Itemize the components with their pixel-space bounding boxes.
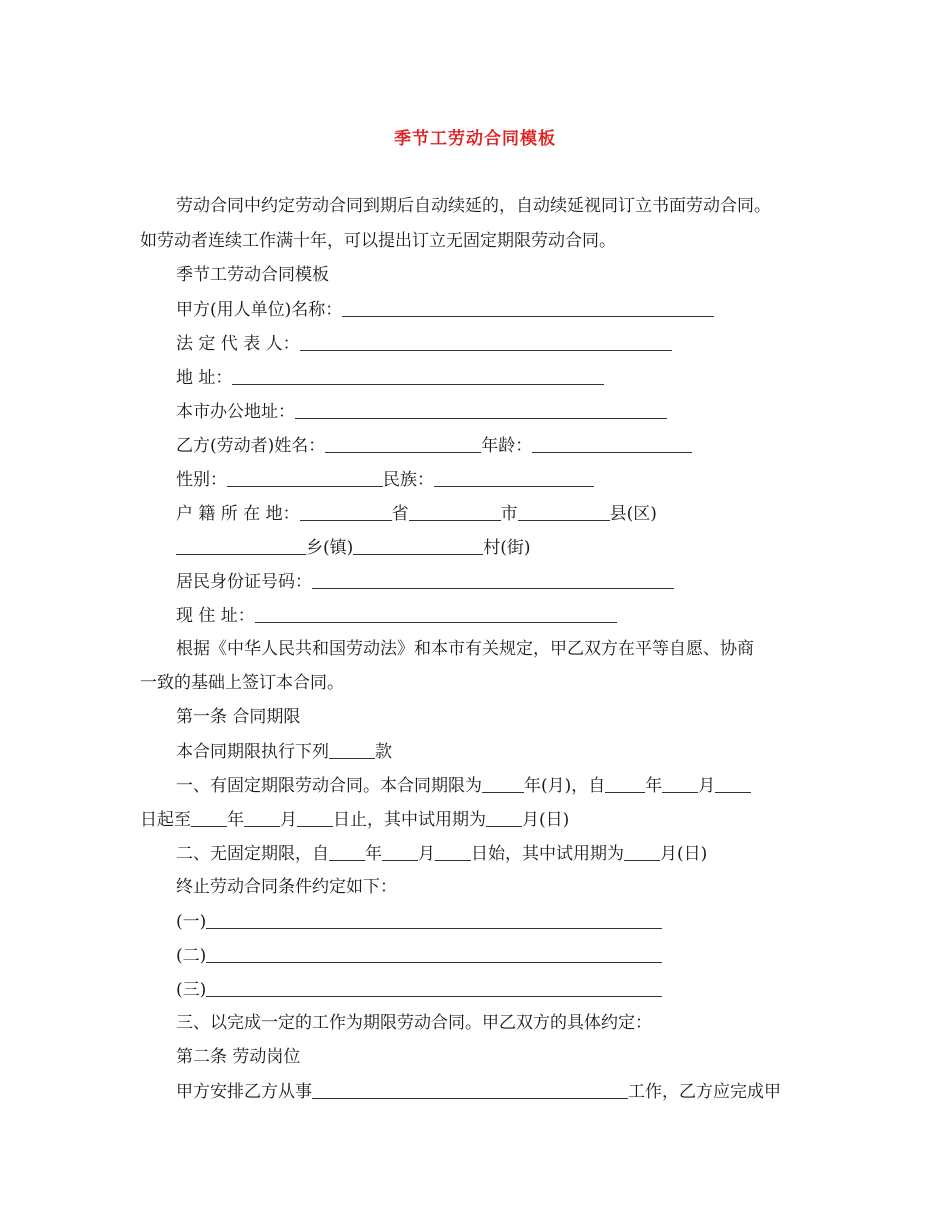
article1-intro bbox=[176, 740, 392, 763]
open-start-day-field[interactable] bbox=[435, 842, 471, 861]
article1-intro-suffix: 款 bbox=[375, 742, 392, 762]
township-row bbox=[176, 536, 531, 559]
party-a-name-field[interactable] bbox=[342, 298, 714, 317]
address-label: 地 址： bbox=[176, 368, 233, 388]
city-field[interactable] bbox=[409, 502, 501, 521]
probation-unit: 月(日) bbox=[660, 844, 708, 864]
fixed-end-text: 日起至 bbox=[140, 810, 191, 830]
party-b-name-field[interactable] bbox=[325, 434, 481, 453]
household-label: 户 籍 所 在 地： bbox=[176, 504, 300, 524]
document-title: 季节工劳动合同模板 bbox=[394, 129, 556, 149]
fixed-term-length-field[interactable] bbox=[482, 774, 524, 793]
legal-rep-row bbox=[176, 332, 672, 355]
village-label: 村(街) bbox=[483, 538, 531, 558]
party-b-row bbox=[176, 434, 692, 457]
open-probation-field[interactable] bbox=[624, 842, 660, 861]
fixed-term-unit: 年(月)，自 bbox=[524, 776, 606, 796]
county-label: 县(区) bbox=[609, 504, 657, 524]
province-label: 省 bbox=[391, 504, 409, 524]
fixed-probation-field[interactable] bbox=[486, 808, 522, 827]
article2-row bbox=[176, 1080, 781, 1103]
year-label: 年 bbox=[645, 776, 663, 796]
article2-text: 甲方安排乙方从事 bbox=[176, 1082, 312, 1102]
county-field[interactable] bbox=[518, 502, 610, 521]
ethnicity-label: 民族： bbox=[383, 470, 434, 490]
address-row bbox=[176, 366, 604, 389]
office-address-field[interactable] bbox=[295, 400, 667, 419]
fixed-term-text: 一、有固定期限劳动合同。本合同期限为 bbox=[176, 776, 482, 796]
ethnicity-field[interactable] bbox=[434, 468, 594, 487]
fixed-end-month-field[interactable] bbox=[244, 808, 280, 827]
month-label: 月 bbox=[698, 776, 716, 796]
job-field[interactable] bbox=[312, 1080, 628, 1099]
article1-intro-text: 本合同期限执行下列 bbox=[176, 742, 329, 762]
condition-row-2 bbox=[176, 944, 662, 967]
household-row bbox=[176, 502, 657, 525]
fixed-term-row bbox=[176, 774, 751, 797]
current-address-label: 现 住 址： bbox=[176, 606, 255, 626]
condition-3-field[interactable] bbox=[206, 978, 662, 997]
month-label: 月 bbox=[418, 844, 435, 864]
article1-clause-field[interactable] bbox=[329, 740, 375, 759]
fixed-start-year-field[interactable] bbox=[605, 774, 645, 793]
open-start-month-field[interactable] bbox=[382, 842, 418, 861]
party-b-name-label: 乙方(劳动者)姓名： bbox=[176, 436, 326, 456]
basis-line-1: 根据《中华人民共和国劳动法》和本市有关规定，甲乙双方在平等自愿、协商 bbox=[176, 639, 754, 659]
article2-title: 第二条 劳动岗位 bbox=[176, 1047, 301, 1067]
age-label: 年龄： bbox=[481, 436, 533, 456]
fixed-start-month-field[interactable] bbox=[662, 774, 698, 793]
termination-label: 终止劳动合同条件约定如下： bbox=[176, 877, 397, 897]
fixed-term-row-2 bbox=[140, 808, 569, 831]
basis-line-2: 一致的基础上签订本合同。 bbox=[140, 673, 344, 693]
gender-field[interactable] bbox=[227, 468, 383, 487]
office-address-row bbox=[176, 400, 667, 423]
current-address-row bbox=[176, 604, 617, 627]
village-field[interactable] bbox=[353, 536, 483, 555]
task-based-term: 三、以完成一定的工作为期限劳动合同。甲乙双方的具体约定： bbox=[176, 1013, 652, 1033]
fixed-end-day-field[interactable] bbox=[297, 808, 333, 827]
condition-2-label: (二) bbox=[176, 946, 207, 966]
open-term-row bbox=[176, 842, 707, 865]
party-a-name-row bbox=[176, 298, 714, 321]
legal-rep-field[interactable] bbox=[300, 332, 672, 351]
office-address-label: 本市办公地址： bbox=[176, 402, 295, 422]
open-start-year-field[interactable] bbox=[329, 842, 365, 861]
current-address-field[interactable] bbox=[255, 604, 617, 623]
condition-3-label: (三) bbox=[176, 980, 207, 1000]
gender-ethnicity-row bbox=[176, 468, 594, 491]
article2-suffix: 工作，乙方应完成甲 bbox=[628, 1082, 781, 1102]
intro-line-1: 劳动合同中约定劳动合同到期后自动续延的，自动续延视同订立书面劳动合同。 bbox=[176, 196, 771, 216]
open-probation-text: 日始，其中试用期为 bbox=[471, 844, 624, 864]
province-field[interactable] bbox=[300, 502, 392, 521]
year-label: 年 bbox=[227, 810, 244, 830]
condition-1-field[interactable] bbox=[206, 910, 662, 929]
party-a-name-label: 甲方(用人单位)名称： bbox=[176, 300, 343, 320]
id-label: 居民身份证号码： bbox=[176, 572, 312, 592]
open-term-text: 二、无固定期限，自 bbox=[176, 844, 329, 864]
gender-label: 性别： bbox=[176, 470, 227, 490]
township-label: 乡(镇) bbox=[306, 538, 354, 558]
condition-row-1 bbox=[176, 910, 662, 933]
probation-text: 日止，其中试用期为 bbox=[333, 810, 486, 830]
article1-title: 第一条 合同期限 bbox=[176, 707, 301, 727]
probation-unit: 月(日) bbox=[522, 810, 570, 830]
fixed-start-day-field[interactable] bbox=[715, 774, 751, 793]
condition-row-3 bbox=[176, 978, 662, 1001]
township-field[interactable] bbox=[176, 536, 306, 555]
city-label: 市 bbox=[500, 504, 518, 524]
subtitle: 季节工劳动合同模板 bbox=[176, 265, 329, 285]
legal-rep-label: 法 定 代 表 人： bbox=[176, 334, 300, 354]
fixed-end-year-field[interactable] bbox=[191, 808, 227, 827]
condition-2-field[interactable] bbox=[206, 944, 662, 963]
year-label: 年 bbox=[365, 844, 382, 864]
age-field[interactable] bbox=[532, 434, 692, 453]
condition-1-label: (一) bbox=[176, 912, 207, 932]
address-field[interactable] bbox=[232, 366, 604, 385]
intro-line-2: 如劳动者连续工作满十年，可以提出订立无固定期限劳动合同。 bbox=[140, 231, 616, 251]
id-field[interactable] bbox=[312, 570, 674, 589]
month-label: 月 bbox=[280, 810, 297, 830]
id-row bbox=[176, 570, 674, 593]
